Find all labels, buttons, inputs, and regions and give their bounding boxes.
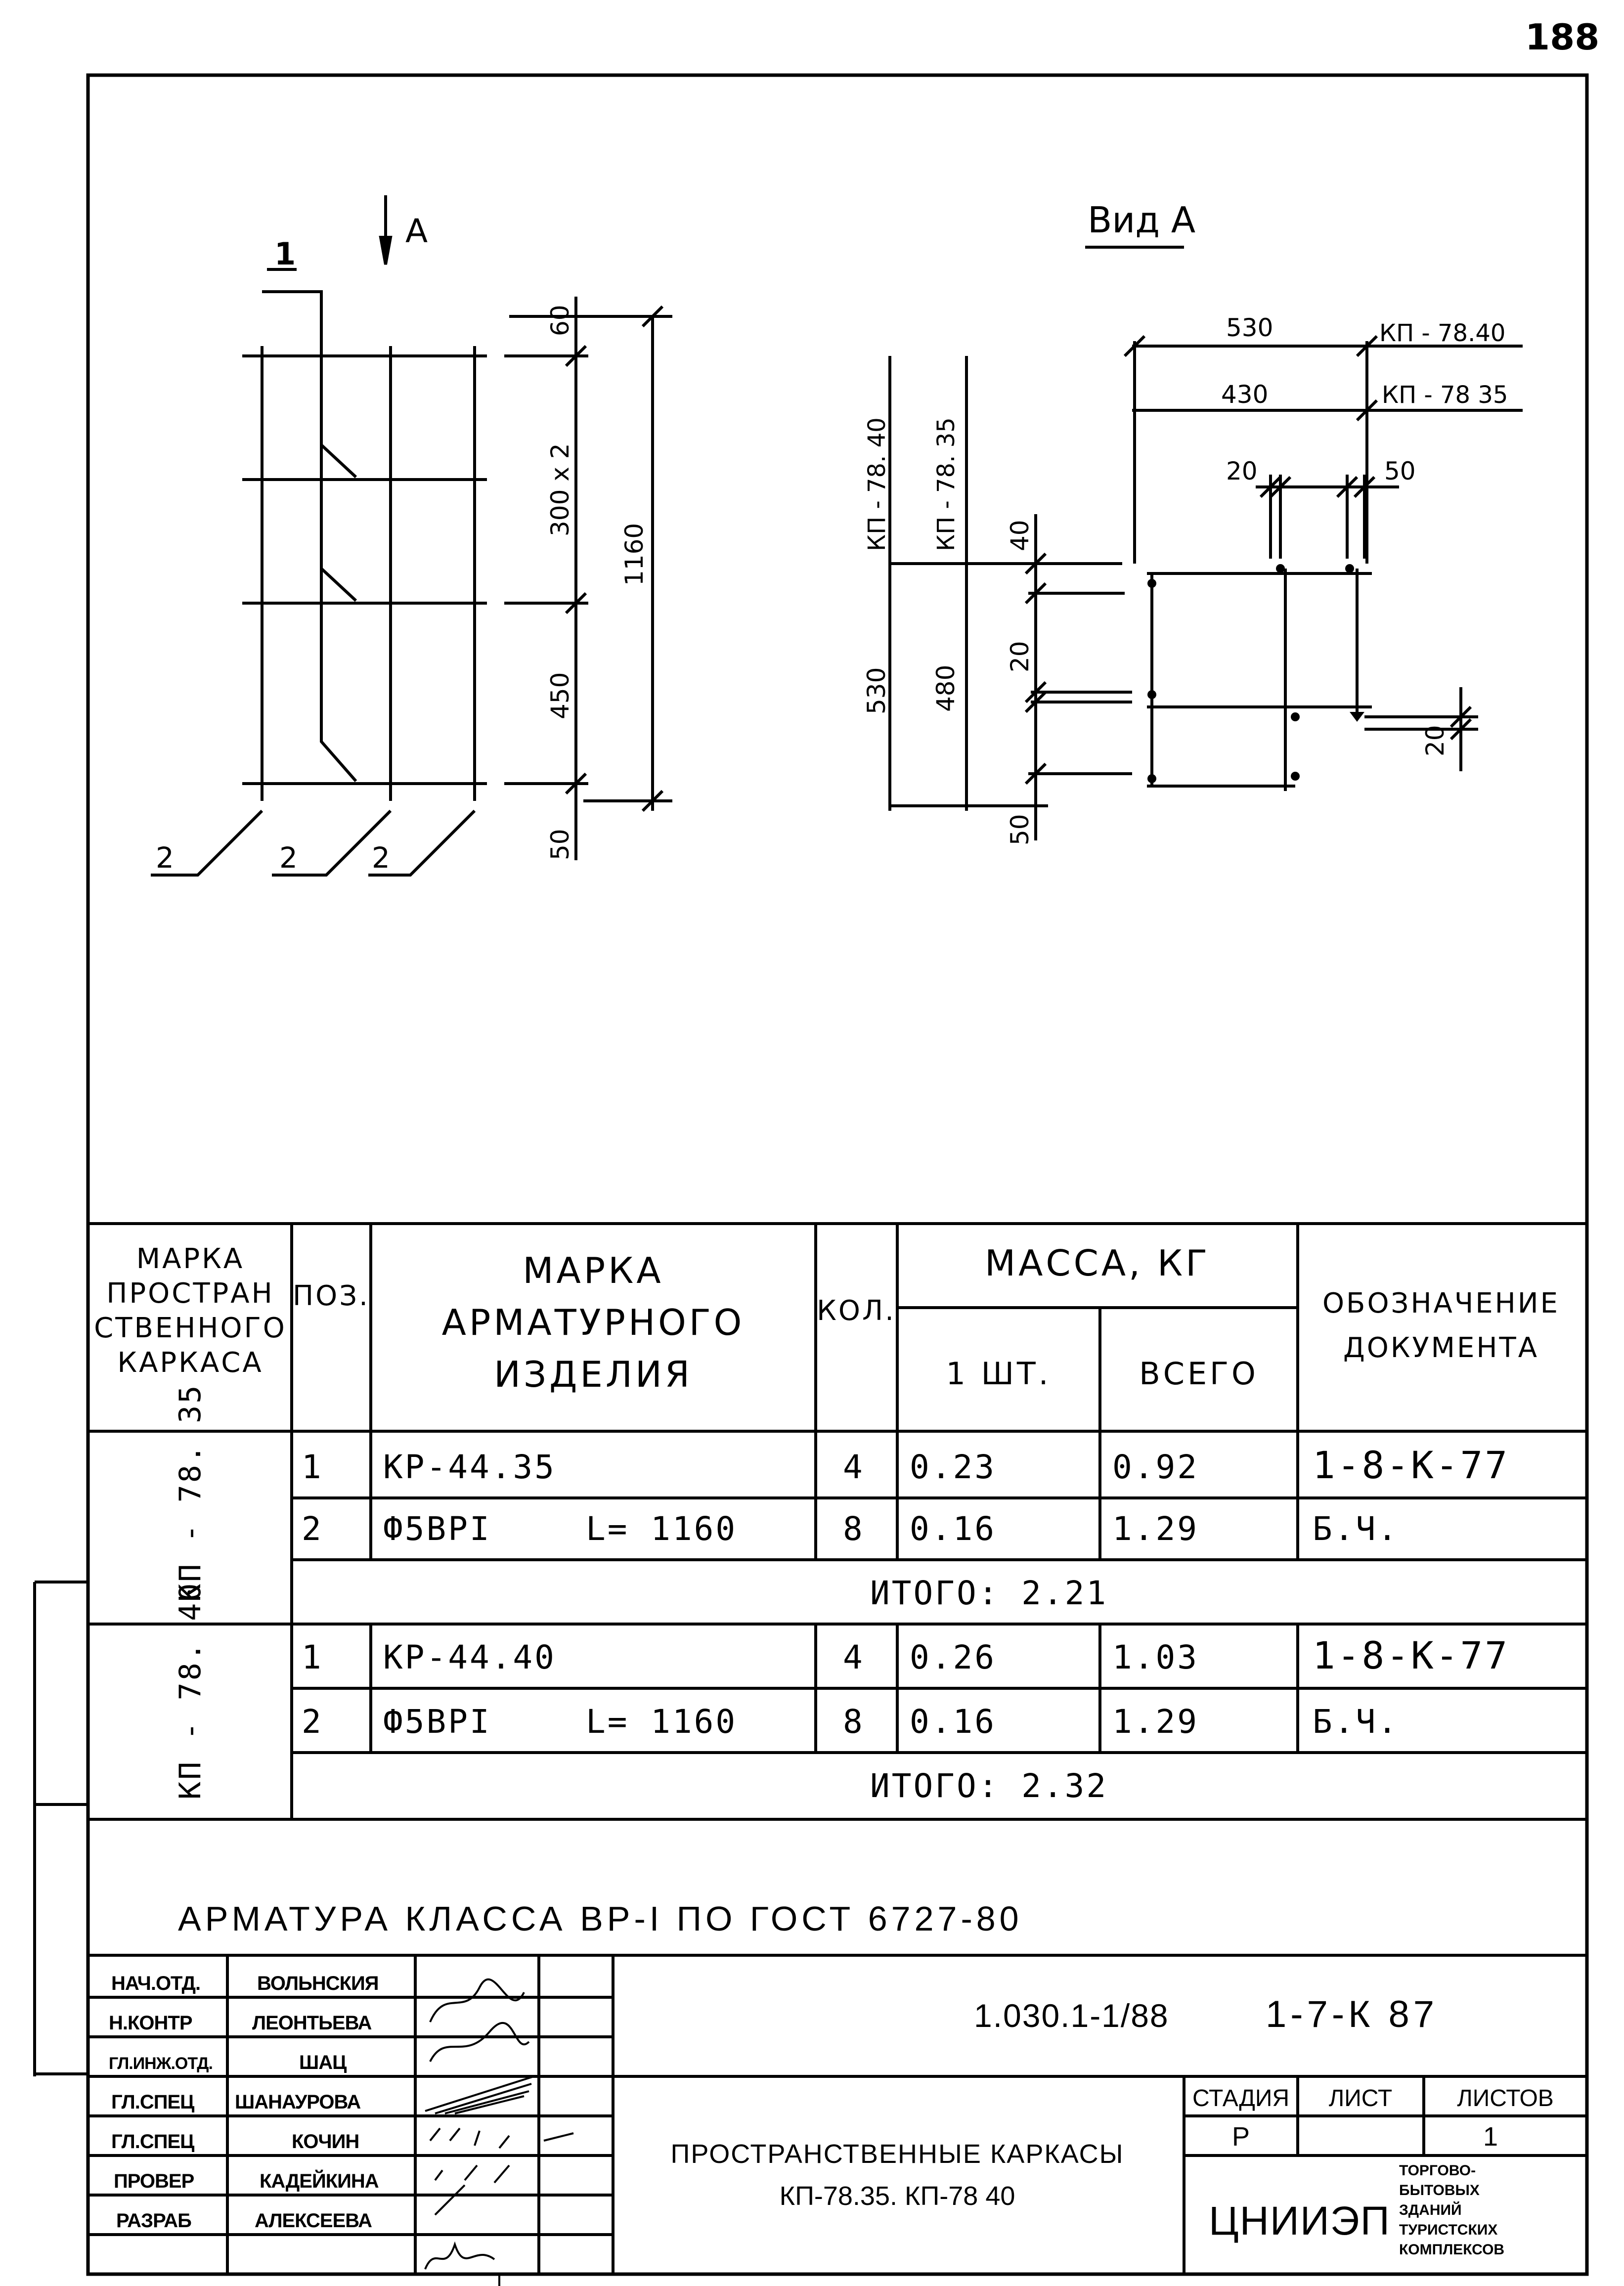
staff-role-2: Н.КОНТР <box>109 2012 192 2034</box>
view-a-dim-20v: 20 <box>1006 641 1034 672</box>
g2-r2-qty: 8 <box>843 1703 865 1741</box>
g2-r2-mark: Ф5ВРI <box>383 1703 491 1741</box>
frame-label-3535: КП - 78. 35 <box>173 1383 208 1602</box>
view-a-dim-50v: 50 <box>1006 814 1034 845</box>
view-a-dim-20r: 20 <box>1421 725 1449 756</box>
g1-r1-mark: КР-44.35 <box>383 1448 556 1486</box>
dim-450: 450 <box>546 672 574 719</box>
drawing-title-line2: КП-78.35. КП-78 40 <box>779 2181 1015 2211</box>
staff-name-7: АЛЕКСЕЕВА <box>255 2210 372 2232</box>
dim-50: 50 <box>546 829 574 860</box>
staff-role-3: ГЛ.ИНЖ.ОТД. <box>109 2054 213 2073</box>
g1-r2-total: 1.29 <box>1112 1510 1199 1548</box>
section-mark-letter: А <box>405 212 428 250</box>
g2-r2-total: 1.29 <box>1112 1703 1199 1741</box>
g2-r1-qty: 4 <box>843 1638 865 1676</box>
g1-r1-one: 0.23 <box>910 1448 996 1486</box>
signatures <box>425 1979 573 2286</box>
view-a-dim-530: 530 <box>1226 313 1273 342</box>
stage-label: СТАДИЯ <box>1192 2085 1290 2111</box>
sheet-label: ЛИСТ <box>1328 2085 1393 2111</box>
staff-name-5: КОЧИН <box>292 2131 359 2153</box>
sheets-label: ЛИСТОВ <box>1457 2085 1554 2111</box>
g1-r2-qty: 8 <box>843 1510 865 1548</box>
view-a-vert-label-3535: КП - 78. 35 <box>932 417 960 551</box>
staff-role-7: РАЗРАБ <box>116 2210 191 2232</box>
view-a-title: Вид А <box>1088 199 1196 241</box>
staff-role-1: НАЧ.ОТД. <box>111 1973 201 1994</box>
dim-1160: 1160 <box>620 523 649 586</box>
drawing-title-line1: ПРОСТРАНСТВЕННЫЕ КАРКАСЫ <box>670 2139 1124 2169</box>
g2-r1-doc: 1-8-К-77 <box>1313 1633 1510 1677</box>
reinforcement-note: АРМАТУРА КЛАССА ВР-I ПО ГОСТ 6727-80 <box>178 1899 1023 1938</box>
hdr-doc-1: ОБОЗНАЧЕНИЕ <box>1322 1287 1560 1319</box>
hdr-frame-1: МАРКА <box>136 1243 245 1275</box>
g1-r1-doc: 1-8-К-77 <box>1313 1443 1510 1487</box>
org-name: ЦНИИЭП <box>1209 2198 1391 2243</box>
dim-300x2: 300 x 2 <box>546 443 574 536</box>
g1-r2-pos: 2 <box>302 1510 323 1548</box>
view-a-label-4040: КП - 78.40 <box>1379 319 1506 347</box>
sheet-frame <box>88 75 1587 2274</box>
view-a-dim-20: 20 <box>1226 457 1258 485</box>
g1-subtotal: ИТОГО: 2.21 <box>870 1574 1108 1612</box>
staff-role-5: ГЛ.СПЕЦ <box>111 2131 194 2153</box>
g2-subtotal: ИТОГО: 2.32 <box>870 1767 1108 1805</box>
staff-name-2: ЛЕОНТЬЕВА <box>252 2012 372 2034</box>
staff-role-4: ГЛ.СПЕЦ <box>111 2091 194 2113</box>
leader-2c: 2 <box>372 841 390 875</box>
sheets-value: 1 <box>1483 2122 1498 2152</box>
dim-60: 60 <box>546 305 574 336</box>
view-a-dim-480: 480 <box>931 664 960 712</box>
view-a-dim-530v: 530 <box>862 667 891 714</box>
org-desc-3: ЗДАНИЙ <box>1399 2202 1462 2218</box>
g2-r2-pos: 2 <box>302 1703 323 1741</box>
hdr-mass-total: ВСЕГО <box>1139 1356 1259 1392</box>
org-desc-5: КОМПЛЕКСОВ <box>1399 2242 1505 2258</box>
page-number: 188 <box>1525 16 1600 58</box>
hdr-mark-2: АРМАТУРНОГО <box>441 1302 745 1343</box>
hdr-frame-4: КАРКАСА <box>117 1347 263 1379</box>
org-desc-1: ТОРГОВО- <box>1399 2162 1476 2179</box>
view-a-dim-430: 430 <box>1221 380 1269 409</box>
g2-r2-doc: Б.Ч. <box>1313 1703 1399 1741</box>
hdr-mark-3: ИЗДЕЛИЯ <box>494 1354 693 1395</box>
leader-2b: 2 <box>279 841 298 875</box>
hdr-qty: КОЛ. <box>817 1295 896 1327</box>
leader-1: 1 <box>274 236 296 272</box>
g2-r1-one: 0.26 <box>910 1638 996 1676</box>
g2-r1-mark: КР-44.40 <box>383 1638 556 1676</box>
g1-r1-pos: 1 <box>302 1448 323 1486</box>
hdr-mark-1: МАРКА <box>523 1250 664 1291</box>
hdr-doc-2: ДОКУМЕНТА <box>1343 1332 1539 1364</box>
staff-name-3: ШАЦ <box>299 2052 347 2073</box>
view-a-vert-label-4040: КП - 78. 40 <box>863 417 891 551</box>
front-view <box>151 195 672 875</box>
view-a-dim-40: 40 <box>1006 520 1034 551</box>
hdr-frame-3: СТВЕННОГО <box>94 1312 287 1344</box>
g2-r1-pos: 1 <box>302 1638 323 1676</box>
hdr-frame-2: ПРОСТРАН <box>106 1277 274 1310</box>
g1-r2-doc: Б.Ч. <box>1313 1510 1399 1548</box>
stage-value: Р <box>1231 2122 1250 2152</box>
g2-r2-length: L= 1160 <box>586 1703 738 1741</box>
g1-r2-mark: Ф5ВРI <box>383 1510 491 1548</box>
view-a-label-3535: КП - 78 35 <box>1382 381 1508 409</box>
doc-code: 1.030.1-1/88 <box>974 1997 1169 2034</box>
hdr-pos: ПОЗ. <box>293 1280 370 1312</box>
g1-r1-qty: 4 <box>843 1448 865 1486</box>
frame-label-4040: КП - 78. 40 <box>173 1581 208 1800</box>
org-description <box>1399 2162 1504 2258</box>
org-desc-4: ТУРИСТСКИХ <box>1399 2222 1498 2238</box>
view-a-dim-50: 50 <box>1384 457 1416 485</box>
drawing-text <box>94 16 1599 2258</box>
view-a-bar-dots <box>1147 564 1364 783</box>
staff-role-6: ПРОВЕР <box>114 2170 194 2192</box>
staff-name-6: КАДЕЙКИНА <box>260 2170 379 2192</box>
staff-list <box>109 1973 379 2232</box>
leader-2a: 2 <box>156 841 174 875</box>
staff-name-1: ВОЛЬНСКИЯ <box>257 1973 379 1994</box>
sheet-code: 1-7-К 87 <box>1266 1993 1439 2035</box>
org-desc-2: БЫТОВЫХ <box>1399 2182 1480 2198</box>
g1-r2-length: L= 1160 <box>586 1510 738 1548</box>
g1-r1-total: 0.92 <box>1112 1448 1199 1486</box>
hdr-mass: МАССА, КГ <box>985 1242 1210 1284</box>
g2-r2-one: 0.16 <box>910 1703 996 1741</box>
g2-r1-total: 1.03 <box>1112 1638 1199 1676</box>
hdr-mass-one: 1 ШТ. <box>946 1356 1052 1392</box>
g1-r2-one: 0.16 <box>910 1510 996 1548</box>
staff-name-4: ШАНАУРОВА <box>235 2091 361 2113</box>
